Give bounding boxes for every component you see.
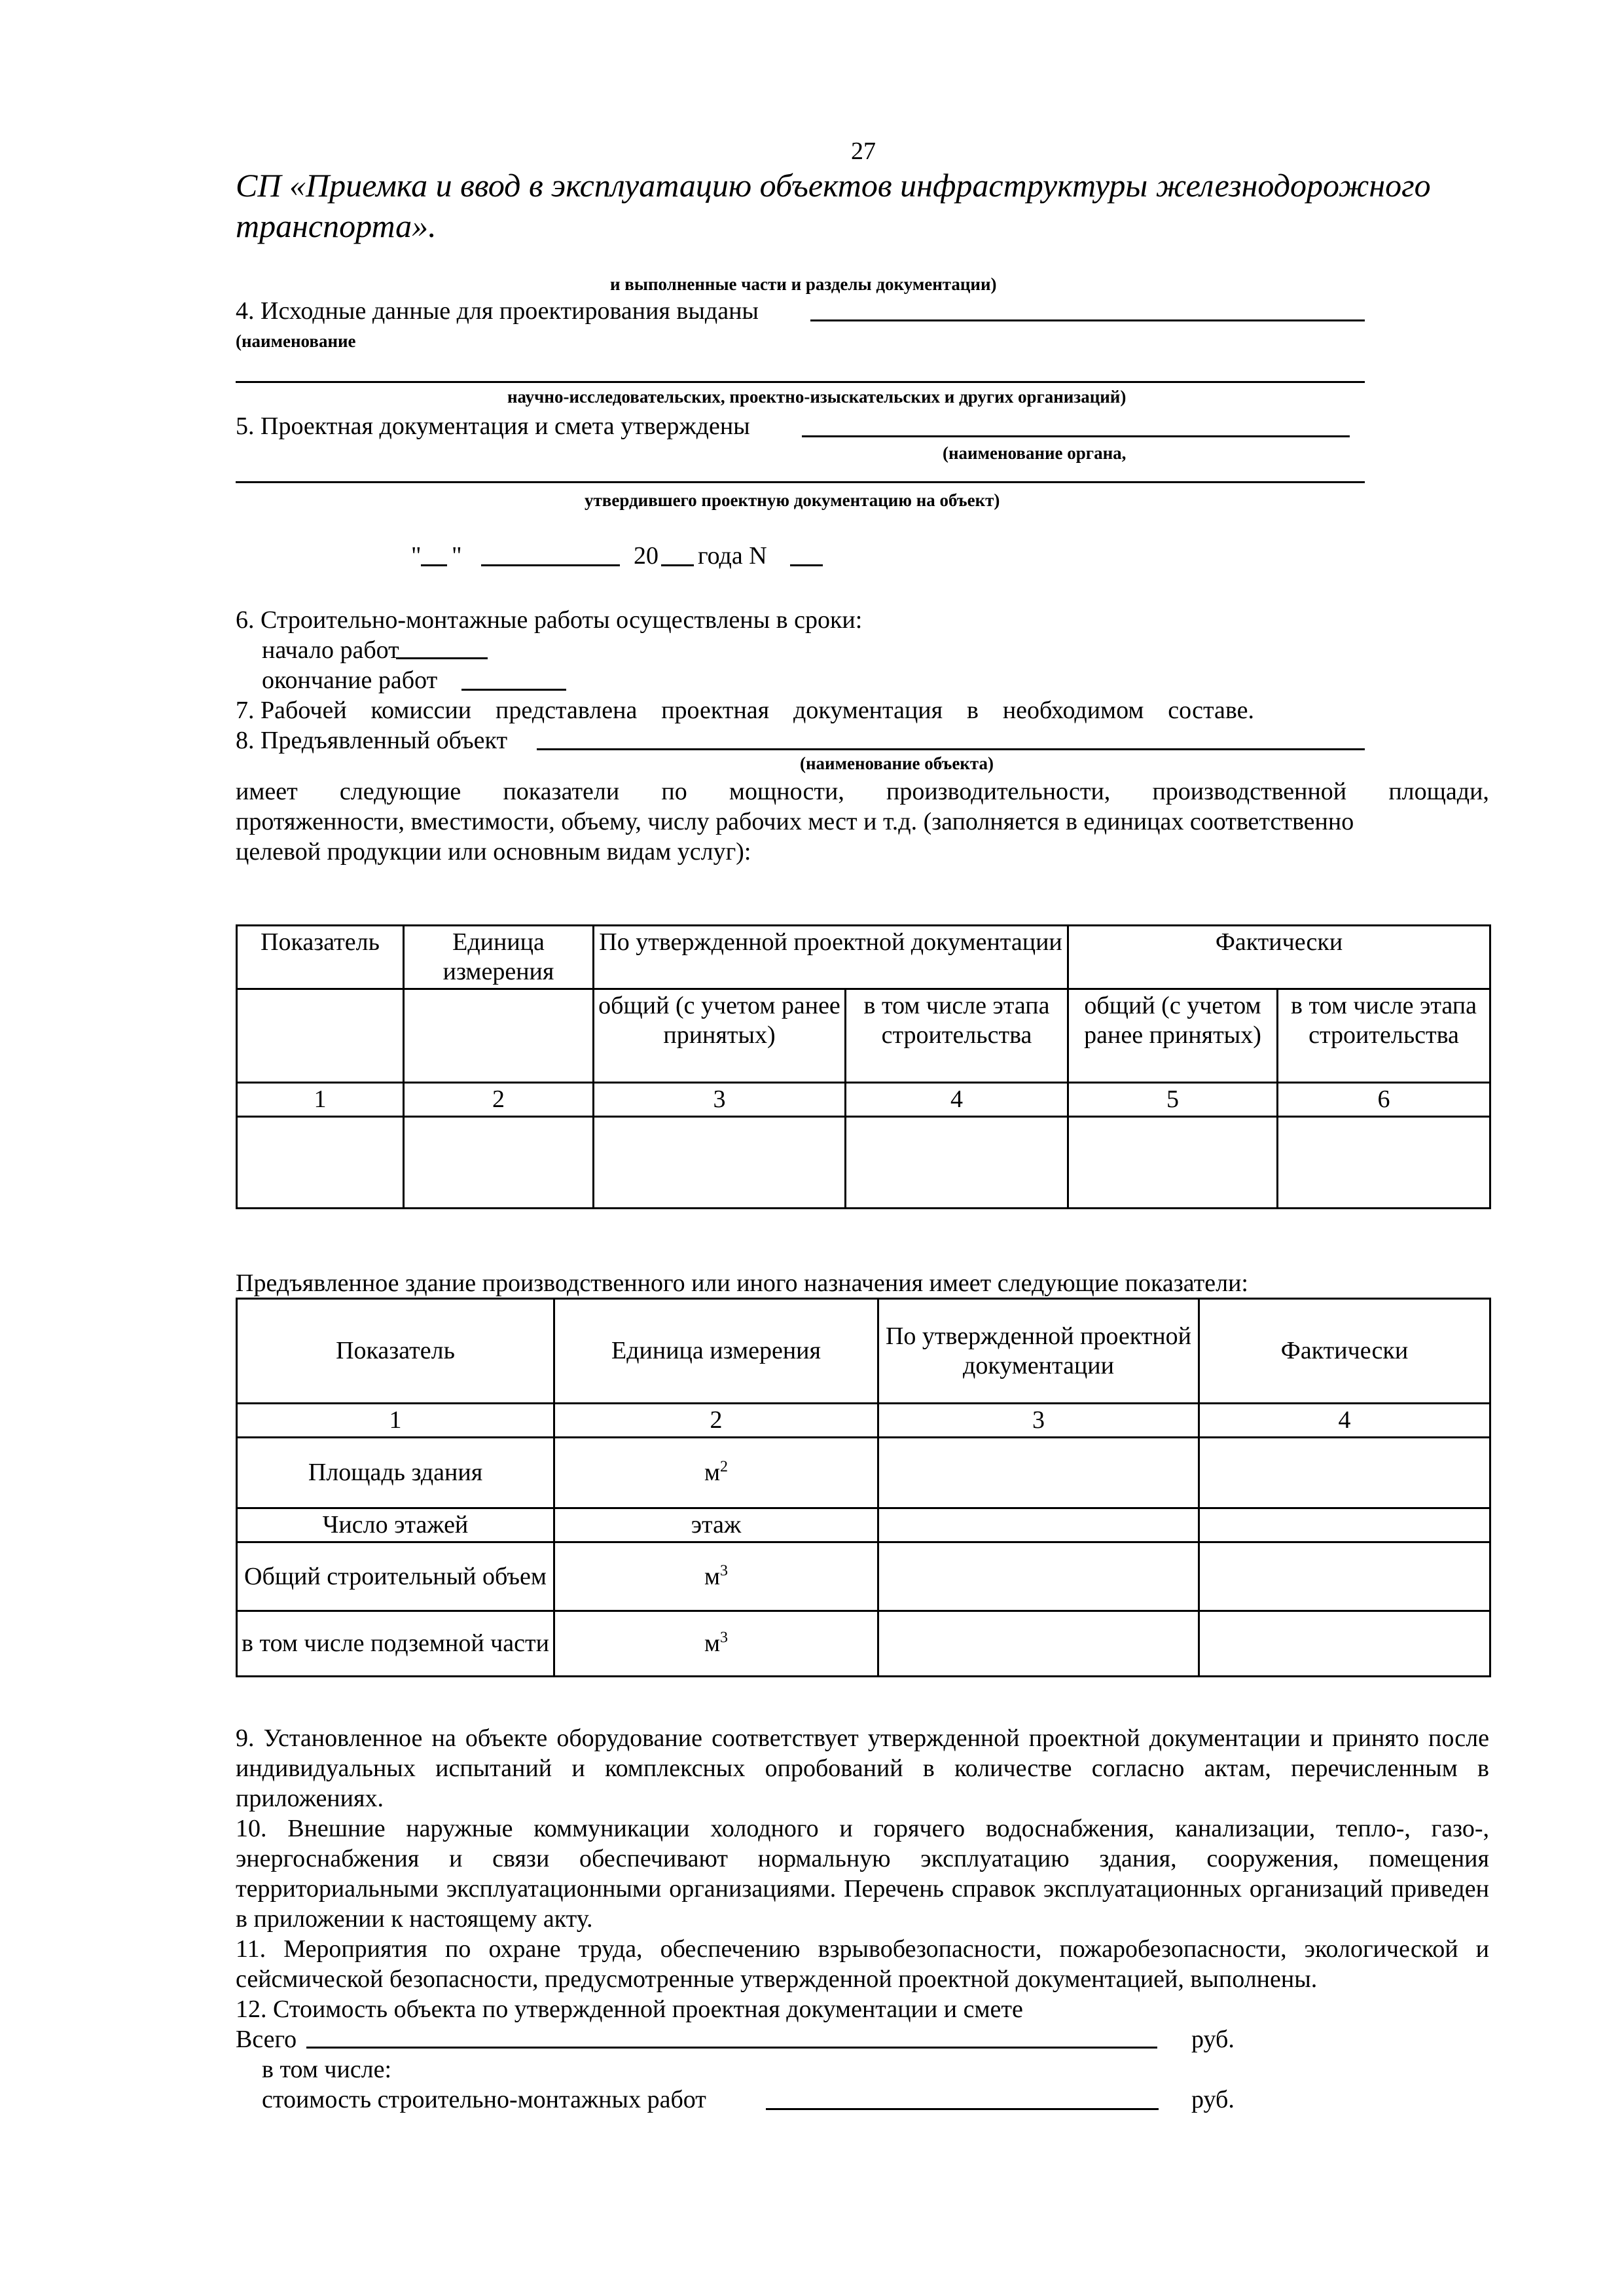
sub-total: общий (с учетом ранее принятых) bbox=[594, 989, 846, 1083]
row-name: в том числе подземной части bbox=[237, 1611, 554, 1677]
row-unit bbox=[554, 1508, 878, 1542]
item-8-note: (наименование объекта) bbox=[800, 754, 994, 773]
item-5-text: 5. Проектная документация и смета утверждены bbox=[236, 412, 750, 440]
building-intro: Предъявленное здание производственного или иного назначения имеет следующие показатели: bbox=[236, 1269, 1348, 1300]
column-number: 4 bbox=[846, 1083, 1068, 1117]
column-number: 1 bbox=[237, 1083, 404, 1117]
unit-text: м bbox=[704, 1459, 721, 1486]
sub-total-actual: общий (с учетом ранее принятых) bbox=[1068, 989, 1278, 1083]
fill-line bbox=[236, 381, 1365, 383]
fill-line bbox=[537, 748, 1365, 750]
empty-cell bbox=[404, 1117, 594, 1209]
column-number: 4 bbox=[1199, 1404, 1490, 1438]
word: производительности, bbox=[886, 778, 1111, 805]
fill-line bbox=[396, 657, 488, 659]
item-8-desc-line-2: протяженности, вместимости, объему, числу рабочих мест и т.д. (заполняется в единицах соответственно bbox=[236, 808, 1354, 835]
item-4-text: 4. Исходные данные для проектирования выданы bbox=[236, 297, 759, 325]
row-name: Общий строительный объем bbox=[237, 1542, 554, 1611]
unit-text: м bbox=[704, 1630, 721, 1657]
empty-cell bbox=[237, 1117, 404, 1209]
header-actual: Фактически bbox=[1199, 1299, 1490, 1404]
fill-line bbox=[810, 319, 1365, 321]
fill-line bbox=[802, 435, 1350, 437]
row-name: Число этажей bbox=[237, 1508, 554, 1542]
item-11: 11. Мероприятия по охране труда, обеспечению взрывобезопасности, пожаробезопасности, экологической и сейсмической безопасности, предусмотренные утвержденной проектной документацией, выполнены. bbox=[236, 1935, 1489, 1993]
item-5-note-1: (наименование органа, bbox=[943, 443, 1127, 463]
fill-line bbox=[306, 2047, 1157, 2049]
item-12-rub: руб. bbox=[1191, 2026, 1235, 2053]
item-12-smr: стоимость строительно-монтажных работ bbox=[262, 2086, 706, 2113]
header-project: По утвержденной проектной документации bbox=[878, 1299, 1199, 1404]
fill-line bbox=[766, 2108, 1159, 2110]
row-unit bbox=[554, 1542, 878, 1611]
note-top: и выполненные части и разделы документации) bbox=[610, 274, 997, 294]
sub-stage: в том числе этапа строительства bbox=[846, 989, 1068, 1083]
empty-cell bbox=[1199, 1611, 1490, 1677]
word: 7. Рабочей bbox=[236, 697, 347, 724]
date-year: 20 bbox=[634, 542, 659, 570]
column-number: 2 bbox=[554, 1404, 878, 1438]
item-4-note-2: научно-исследовательских, проектно-изыскательских и других организаций) bbox=[507, 387, 1127, 407]
date-quote-open: " bbox=[411, 542, 422, 570]
word: показатели bbox=[503, 778, 620, 805]
empty-cell bbox=[237, 989, 404, 1083]
word: представлена bbox=[496, 697, 638, 724]
column-number: 1 bbox=[237, 1404, 554, 1438]
empty-cell bbox=[878, 1611, 1199, 1677]
item-7-text bbox=[236, 695, 1254, 725]
empty-cell bbox=[846, 1117, 1068, 1209]
header-actual: Фактически bbox=[1068, 926, 1490, 989]
word: составе. bbox=[1168, 697, 1254, 724]
word: в bbox=[966, 697, 979, 724]
empty-cell bbox=[878, 1542, 1199, 1611]
item-10: 10. Внешние наружные коммуникации холодного и горячего водоснабжения, канализации, тепло-, газо-, энергоснабжения и связи обеспечивают нормальную эксплуатацию здания, сооружения, помещения территориальными эксплуатационными организациями. Перечень справок эксплуатационных организаций приведен в приложении к настоящему акту. bbox=[236, 1815, 1489, 1933]
empty-cell bbox=[1278, 1117, 1490, 1209]
item-12-rub-2: руб. bbox=[1191, 2086, 1235, 2113]
sub-stage-actual: в том числе этапа строительства bbox=[1278, 989, 1490, 1083]
column-number: 6 bbox=[1278, 1083, 1490, 1117]
item-6-end: окончание работ bbox=[262, 666, 438, 694]
item-9: 9. Установленное на объекте оборудование соответствует утвержденной проектной документации и принято после индивидуальных испытаний и комплексных опробований в количестве согласно актам, перечисленным в приложениях. bbox=[236, 1724, 1489, 1812]
item-12-including: в том числе: bbox=[262, 2056, 392, 2083]
empty-cell bbox=[404, 989, 594, 1083]
column-number: 2 bbox=[404, 1083, 594, 1117]
item-6-text: 6. Строительно-монтажные работы осуществлены в сроки: bbox=[236, 606, 863, 634]
header-unit: Единица измерения bbox=[554, 1299, 878, 1404]
row-unit bbox=[554, 1611, 878, 1677]
item-8-desc-line-1 bbox=[236, 776, 1489, 807]
word: следующие bbox=[339, 778, 461, 805]
empty-cell bbox=[878, 1438, 1199, 1508]
word: необходимом bbox=[1002, 697, 1144, 724]
empty-cell bbox=[878, 1508, 1199, 1542]
fill-line bbox=[790, 564, 823, 566]
fill-line bbox=[661, 564, 694, 566]
empty-cell bbox=[1199, 1438, 1490, 1508]
empty-cell bbox=[1199, 1542, 1490, 1611]
fill-line bbox=[236, 481, 1365, 483]
header-project: По утвержденной проектной документации bbox=[594, 926, 1068, 989]
header-unit: Единица измерения bbox=[404, 926, 594, 989]
unit-sup: 2 bbox=[720, 1458, 729, 1476]
document-header: СП «Приемка и ввод в эксплуатацию объектов инфраструктуры железнодорожного транспорта». bbox=[236, 167, 1431, 244]
date-quote-close: " bbox=[452, 542, 462, 570]
header-indicator: Показатель bbox=[237, 926, 404, 989]
page-number: 27 bbox=[851, 137, 876, 165]
header-indicator: Показатель bbox=[237, 1299, 554, 1404]
item-6-start: начало работ bbox=[262, 636, 399, 664]
word: площади, bbox=[1388, 778, 1489, 805]
word: по bbox=[661, 778, 687, 805]
fill-line bbox=[421, 564, 447, 566]
row-unit bbox=[554, 1438, 878, 1508]
item-8-text: 8. Предъявленный объект bbox=[236, 727, 508, 754]
unit-text: этаж bbox=[691, 1511, 742, 1539]
indicators-table bbox=[236, 924, 1491, 1209]
empty-cell bbox=[594, 1117, 846, 1209]
fill-line bbox=[461, 689, 566, 691]
empty-cell bbox=[1199, 1508, 1490, 1542]
word: производственной bbox=[1152, 778, 1347, 805]
date-rest: года N bbox=[698, 542, 767, 570]
empty-cell bbox=[1068, 1117, 1278, 1209]
word: проектная bbox=[661, 697, 770, 724]
column-number: 3 bbox=[594, 1083, 846, 1117]
item-12-total: Всего bbox=[236, 2026, 297, 2053]
unit-sup: 3 bbox=[720, 1629, 729, 1647]
word: имеет bbox=[236, 778, 298, 805]
column-number: 3 bbox=[878, 1404, 1199, 1438]
unit-text: м bbox=[704, 1562, 721, 1590]
word: документация bbox=[793, 697, 943, 724]
item-8-desc-line-3: целевой продукции или основным видам услуг): bbox=[236, 838, 751, 866]
item-5-note-2: утвердившего проектную документацию на объект) bbox=[585, 490, 1000, 510]
word: комиссии bbox=[370, 697, 472, 724]
item-12-text: 12. Стоимость объекта по утвержденной проектная документации и смете bbox=[236, 1995, 1023, 2023]
word: мощности, bbox=[729, 778, 844, 805]
column-number: 5 bbox=[1068, 1083, 1278, 1117]
item-4-note-1: (наименование bbox=[236, 331, 356, 351]
unit-sup: 3 bbox=[720, 1561, 729, 1579]
building-table bbox=[236, 1298, 1491, 1677]
fill-line bbox=[481, 564, 620, 566]
row-name: Площадь здания bbox=[237, 1438, 554, 1508]
